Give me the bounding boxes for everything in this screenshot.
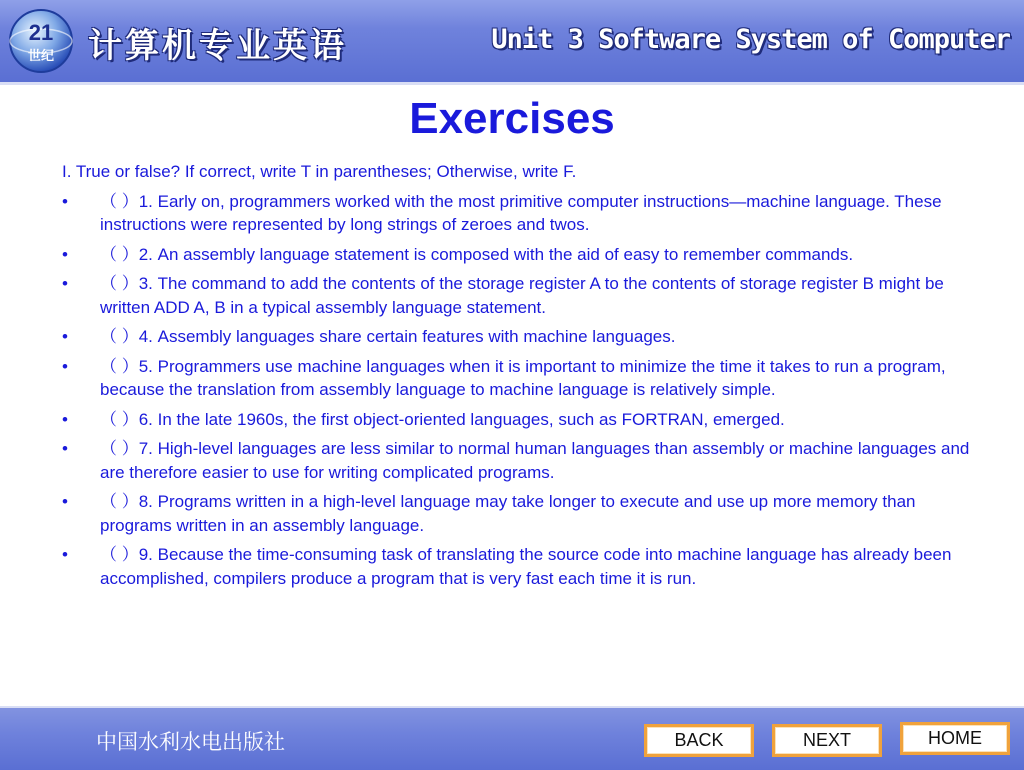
exercise-item-text: （ ）6. In the late 1960s, the first object-oriented languages, such as FORTRAN, emerged. [100, 409, 785, 429]
bullet: • [62, 545, 68, 564]
list-item [62, 190, 972, 237]
exercise-item-text: （ ）7. High-level languages are less similar to normal human languages than assembly or machine languages and are therefore easier to use for writing complicated programs. [100, 439, 970, 482]
exercise-item-text: （ ）3. The command to add the contents of the storage register A to the contents of storage register B might be written ADD A, B in a typical assembly language statement. [100, 274, 944, 317]
exercise-item-text: （ ）1. Early on, programmers worked with the most primitive computer instructions—machine language. These instructions were represented by long strings of zeroes and twos. [100, 191, 942, 234]
list-item [62, 355, 972, 402]
bullet: • [62, 492, 68, 511]
list-item [62, 408, 972, 432]
bullet: • [62, 356, 68, 376]
course-title: 计算机专业英语 [88, 26, 347, 66]
exercise-content [62, 160, 972, 596]
list-item [62, 243, 972, 267]
exercise-instructions: I. True or false? If correct, write T in parentheses; Otherwise, write F. [62, 162, 577, 181]
bullet: • [62, 191, 68, 211]
next-button[interactable]: NEXT [772, 724, 882, 757]
page-title: Exercises [409, 94, 615, 143]
unit-title: Unit 3 Software System of Computer [491, 24, 1010, 55]
exercise-item-text: （ ）9. Because the time-consuming task of translating the source code into machine language has already been accomplished, compilers produce a program that is very fast each time it is run. [100, 545, 952, 588]
bullet: • [62, 274, 68, 293]
exercise-item-text: （ ）5. Programmers use machine languages when it is important to minimize the time it takes to run a program, because the translation from assembly language to machine language is relatively simple. [100, 356, 946, 399]
logo-21-century-icon [8, 8, 74, 74]
exercise-list [62, 190, 972, 591]
header-bar [0, 0, 1024, 85]
list-item [62, 490, 972, 537]
list-item [62, 543, 972, 590]
bullet: • [62, 327, 68, 346]
list-item [62, 272, 972, 319]
list-item [62, 325, 972, 349]
footer-bar [0, 706, 1024, 770]
logo-number: 21 [28, 20, 54, 45]
exercise-item-text: （ ）4. Assembly languages share certain features with machine languages. [100, 327, 676, 346]
exercise-item-text: （ ）2. An assembly language statement is composed with the aid of easy to remember commands. [100, 244, 854, 264]
logo-text: 世纪 [27, 49, 55, 64]
bullet: • [62, 244, 68, 264]
list-item [62, 437, 972, 484]
exercise-item-text: （ ）8. Programs written in a high-level language may take longer to execute and use up more memory than programs written in an assembly language. [100, 492, 916, 535]
bullet: • [62, 409, 68, 429]
back-button[interactable]: BACK [644, 724, 754, 757]
publisher-name: 中国水利水电出版社 [96, 730, 285, 754]
home-button[interactable]: HOME [900, 722, 1010, 755]
bullet: • [62, 439, 68, 458]
